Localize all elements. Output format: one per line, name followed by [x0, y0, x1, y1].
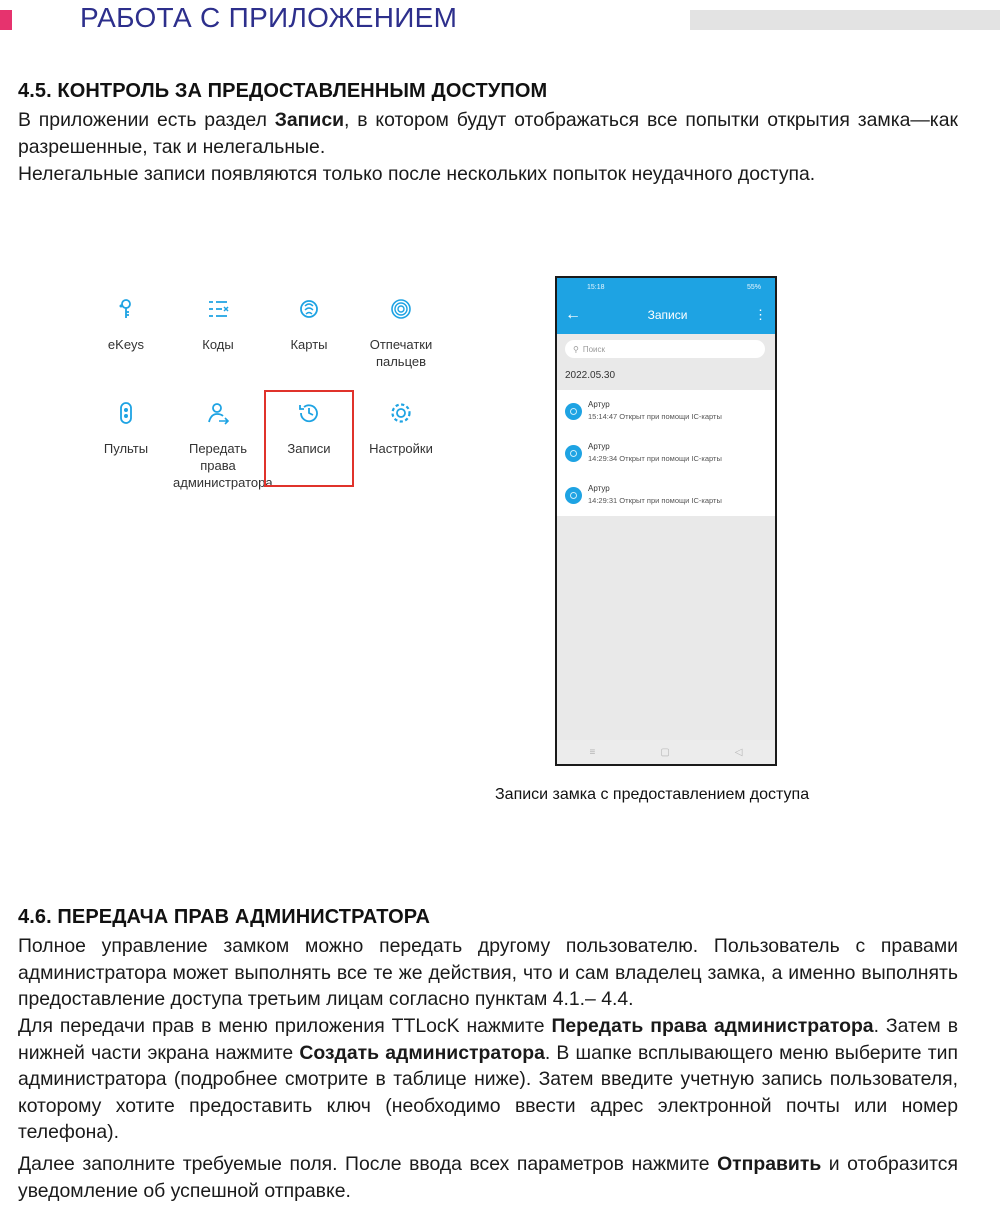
text-run-bold: Отправить — [717, 1153, 822, 1175]
section-4-6-paragraph-3 — [18, 1151, 958, 1204]
menu-item-settings[interactable] — [356, 400, 446, 457]
text-run: В приложении есть раздел — [18, 109, 275, 131]
section-4-5-paragraph-1 — [18, 107, 958, 160]
record-row[interactable] — [557, 390, 775, 432]
record-name: Артур — [588, 442, 610, 451]
menu-item-label: Настройки — [369, 441, 433, 456]
record-time: 14:29:31 — [588, 496, 618, 505]
menu-item-transfer-admin[interactable] — [173, 400, 273, 491]
page-header-title: РАБОТА С ПРИЛОЖЕНИЕМ — [80, 2, 458, 33]
header-bar — [690, 10, 1000, 30]
status-time: 15:18 — [587, 283, 605, 291]
section-4-5-paragraph-2: Нелегальные записи появляются только после нескольких попыток неудачного доступа. — [18, 163, 816, 185]
records-list — [557, 390, 775, 516]
text-run: Далее заполните требуемые поля. После ввода всех параметров нажмите — [18, 1153, 718, 1175]
text-run: Для передачи прав в меню приложения TTLocK нажмите — [18, 1015, 552, 1037]
text-run-bold: Записи — [274, 109, 345, 131]
record-row[interactable] — [557, 432, 775, 474]
text-run-bold: Создать администратора — [299, 1041, 545, 1064]
menu-item-label: Записи — [287, 441, 331, 456]
phone-app-bar — [557, 296, 775, 334]
card-icon — [565, 403, 582, 420]
menu-item-label: Передать права администратора — [173, 441, 273, 490]
section-heading-4-5: 4.5. КОНТРОЛЬ ЗА ПРЕДОСТАВЛЕННЫМ ДОСТУПОМ — [18, 80, 548, 102]
record-text — [588, 399, 722, 423]
search-input[interactable] — [565, 340, 765, 358]
record-time: 14:29:34 — [588, 454, 618, 463]
figure-caption: Записи замка с предоставлением доступа — [495, 786, 810, 803]
more-vert-icon[interactable]: ⋮ — [753, 307, 767, 322]
search-placeholder: Поиск — [582, 344, 606, 354]
menu-item-codes[interactable] — [173, 296, 263, 353]
record-name: Артур — [588, 484, 610, 493]
menu-item-fingerprints[interactable] — [356, 296, 446, 370]
record-text — [588, 441, 722, 465]
card-icon — [565, 487, 582, 504]
record-action: Открыт при помощи IC-карты — [619, 454, 722, 463]
menu-item-label: Коды — [202, 337, 234, 352]
menu-item-cards[interactable] — [264, 296, 354, 353]
menu-item-label: Пульты — [103, 441, 149, 456]
text-run: . Затем в нижней части экрана нажмите — [18, 1015, 958, 1064]
menu-item-label: eKeys — [107, 337, 145, 352]
screen-title: Записи — [647, 308, 688, 322]
home-nav-icon[interactable]: ▢ — [660, 746, 670, 758]
phone-status-bar — [557, 278, 775, 296]
back-arrow-icon[interactable]: ← — [565, 306, 581, 323]
record-row[interactable] — [557, 474, 775, 516]
text-run: . В шапке всплывающего меню выберите тип администратора (подробнее смотрите в таблице ниже). Затем введите учетную запись пользователя, которому хотите предоставить ключ (необходимо ввести адрес электронной почты или номер телефона). — [18, 1041, 958, 1143]
remote-icon — [113, 400, 139, 426]
records-highlight-frame — [264, 390, 354, 487]
card-icon — [296, 296, 322, 322]
card-icon — [565, 445, 582, 462]
section-4-6-paragraph-2 — [18, 1013, 958, 1146]
header-accent — [0, 10, 12, 30]
key-person-icon — [113, 296, 139, 322]
menu-item-label: Карты — [290, 337, 328, 352]
menu-item-remotes[interactable] — [81, 400, 171, 457]
back-nav-icon[interactable]: ◁ — [734, 746, 743, 758]
phone-screenshot — [555, 276, 777, 766]
record-name: Артур — [588, 400, 610, 409]
record-action: Открыт при помощи IC-карты — [619, 412, 722, 421]
search-icon: ⚲ — [573, 344, 579, 354]
settings-icon — [388, 400, 414, 426]
menu-item-label: Отпечатки пальцев — [369, 337, 433, 369]
record-action: Открыт при помощи IC-карты — [619, 496, 722, 505]
phone-nav-bar — [557, 740, 775, 764]
text-run: , в котором будут отображаться все попытки открытия замка—как разрешенные, так и нелегальные. — [18, 109, 958, 158]
text-run-bold: Передать права администратора — [551, 1015, 874, 1037]
records-date: 2022.05.30 — [565, 370, 616, 381]
transfer-admin-icon — [205, 400, 231, 426]
section-4-6-paragraph-1: Полное управление замком можно передать другому пользователю. Пользователь с правами администратора может выполнять все те же действия, что и сам владелец замка, а именно выполнять предоставление доступа третьим лицам согласно пунктам 4.1.– 4.4. — [18, 935, 958, 1010]
text-run: и отобразится уведомление об успешной отправке. — [18, 1153, 958, 1202]
section-heading-4-6: 4.6. ПЕРЕДАЧА ПРАВ АДМИНИСТРАТОРА — [18, 906, 431, 928]
menu-nav-icon[interactable]: ≡ — [589, 746, 596, 758]
fingerprint-icon — [388, 296, 414, 322]
status-battery: 55% — [746, 283, 761, 291]
passcode-list-icon — [205, 296, 231, 322]
record-time: 15:14:47 — [588, 412, 618, 421]
record-text — [588, 483, 722, 507]
menu-item-ekeys[interactable] — [81, 296, 171, 353]
